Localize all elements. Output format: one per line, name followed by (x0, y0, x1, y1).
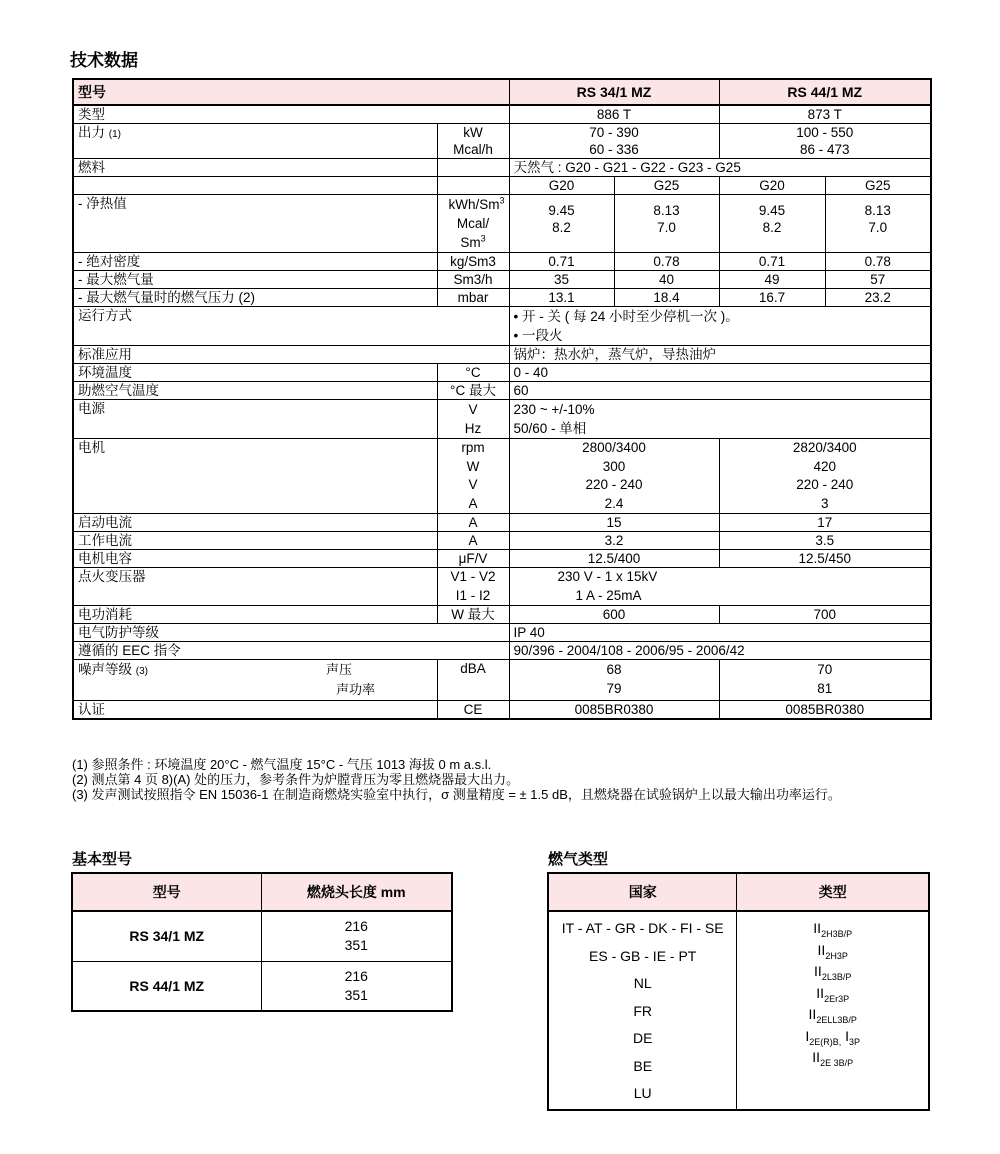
gas-type-base: I (805, 1027, 810, 1044)
note-ref: (1) (108, 129, 121, 140)
cell: 锅炉：热水炉，蒸气炉，导热油炉 (509, 346, 931, 364)
cell: 12.5/450 (719, 550, 931, 568)
footnote: (3) 发声测试按照指令 EN 15036-1 在制造商燃烧实验室中执行，σ 测量精度 = ± 1.5 dB，且燃烧器在试验锅炉上以最大输出功率运行。 (72, 787, 841, 802)
value: 86 - 473 (800, 142, 850, 157)
unit-cell (437, 568, 509, 606)
table-row (73, 159, 931, 177)
row-label: - 最大燃气量时的燃气压力 (2) (73, 289, 437, 307)
gas-type-base: II (816, 984, 825, 1001)
col-header: 国家 (548, 873, 737, 911)
cell: 886 T (509, 105, 719, 124)
cell: 18.4 (614, 289, 719, 307)
table-row (73, 364, 931, 382)
noise-sub-label: 声压 (326, 663, 353, 678)
unit-cell (437, 177, 509, 195)
gas-col-header: G20 (719, 177, 825, 195)
unit: Mcal/h (453, 142, 493, 157)
cell: 0085BR0380 (719, 701, 931, 720)
cell: 700 (719, 606, 931, 624)
unit: CE (437, 701, 509, 720)
cell: 600 (509, 606, 719, 624)
cell: 0.78 (614, 253, 719, 271)
countries-cell (548, 911, 737, 1110)
unit: kWh/Sm (448, 197, 500, 212)
table-row (73, 400, 931, 439)
cell: 0085BR0380 (509, 701, 719, 720)
unit-sup: 3 (480, 233, 486, 244)
value: 216 (344, 967, 368, 984)
unit-sup: 3 (499, 195, 505, 206)
table-row (73, 307, 931, 346)
gas-type (738, 1047, 927, 1069)
value: 9.45 (548, 203, 575, 218)
cell: 60 (509, 382, 931, 400)
length-cell (261, 961, 452, 1011)
cell: 35 (509, 271, 614, 289)
table-row (73, 195, 931, 253)
cell: 3.2 (509, 532, 719, 550)
cell: 40 (614, 271, 719, 289)
row-label: 助燃空气温度 (73, 382, 437, 400)
cell: 15 (509, 514, 719, 532)
country: FR (633, 1002, 653, 1019)
row-label: - 最大燃气量 (73, 271, 437, 289)
unit: V1 - V2 (450, 569, 496, 584)
table-row (72, 911, 452, 961)
unit: V (468, 477, 478, 492)
unit-cell (437, 159, 509, 177)
unit: Sm (460, 235, 481, 250)
unit: rpm (461, 440, 485, 455)
label-text: 出力 (78, 125, 105, 140)
cell: 873 T (719, 105, 931, 124)
unit: Hz (464, 421, 482, 436)
row-label: 燃料 (73, 159, 437, 177)
country: BE (633, 1057, 653, 1074)
unit: W 最大 (437, 606, 509, 624)
label-text: 噪声等级 (78, 662, 132, 677)
value: 8.13 (864, 203, 891, 218)
value: 216 (344, 918, 368, 935)
value: • 开 - 关 ( 每 24 小时至少停机一次 )。 (513, 309, 739, 324)
gas-col-header: G25 (614, 177, 719, 195)
table-row (73, 439, 931, 514)
cell (719, 660, 931, 701)
col-header: 型号 (72, 873, 261, 911)
table-row (548, 911, 929, 1110)
unit-cell (437, 195, 509, 253)
unit: W (466, 458, 480, 474)
header-label: 型号 (73, 79, 509, 105)
cell: 49 (719, 271, 825, 289)
table-row (73, 289, 931, 307)
value: 2.4 (604, 495, 624, 511)
page-title: 技术数据 (70, 51, 138, 70)
table-row (73, 124, 931, 159)
cell (719, 124, 931, 159)
model-cell: RS 44/1 MZ (72, 961, 261, 1011)
gas-types-title: 燃气类型 (548, 851, 609, 868)
table-row (73, 253, 931, 271)
cell (509, 400, 931, 439)
cell: 13.1 (509, 289, 614, 307)
row-label: 电气防护等级 (73, 624, 509, 642)
note-ref: (3) (135, 666, 148, 677)
gas-type (738, 940, 927, 962)
gas-type-sub: 3P (849, 1036, 861, 1047)
unit-cell (437, 124, 509, 159)
header-model-2: RS 44/1 MZ (719, 79, 931, 105)
cell (509, 307, 931, 346)
cell: IP 40 (509, 624, 931, 642)
row-label: 认证 (73, 701, 437, 720)
table-row (72, 961, 452, 1011)
cell (719, 195, 825, 253)
table-header-row (72, 873, 452, 911)
value: 1 A - 25mA (575, 587, 642, 603)
unit: kg/Sm3 (437, 253, 509, 271)
cell: 23.2 (825, 289, 931, 307)
value: 7.0 (868, 220, 888, 235)
cell: 12.5/400 (509, 550, 719, 568)
tech-data-table (72, 78, 932, 720)
gas-type-sub: 2L3B/P (821, 971, 852, 982)
country: LU (633, 1085, 652, 1101)
value: 230 ~ +/-10% (513, 402, 595, 417)
cell: 17 (719, 514, 931, 532)
table-row (73, 346, 931, 364)
gas-type-base: II (812, 1049, 821, 1065)
unit: °C (437, 364, 509, 382)
cell: 90/396 - 2004/108 - 2006/95 - 2006/42 (509, 642, 931, 660)
value: 70 (817, 662, 833, 677)
unit: Mcal/ (456, 216, 490, 231)
row-label: 类型 (73, 105, 509, 124)
gas-type (738, 961, 927, 983)
gas-type-sub: 2H3P (825, 950, 848, 961)
value: 50/60 - 单相 (513, 421, 587, 436)
gas-type-base: II (817, 941, 826, 958)
value: 100 - 550 (796, 125, 854, 140)
cell: 16.7 (719, 289, 825, 307)
unit: μF/V (437, 550, 509, 568)
gas-type (738, 983, 927, 1005)
value: 60 - 336 (589, 142, 639, 157)
footnote: (1) 参照条件 : 环境温度 20°C - 燃气温度 15°C - 气压 1013 海拔 0 m a.s.l. (72, 757, 492, 772)
cell (509, 568, 931, 606)
unit: mbar (437, 289, 509, 307)
cell (509, 124, 719, 159)
value: 220 - 240 (796, 477, 854, 492)
value: 8.2 (552, 220, 571, 235)
country: DE (632, 1030, 653, 1046)
row-label: 电功消耗 (73, 606, 437, 624)
unit-cell (437, 400, 509, 439)
gas-type-base: I (845, 1027, 850, 1044)
gas-type-sub: 2H3B/P (821, 928, 853, 939)
row-label (73, 124, 437, 159)
length-cell (261, 911, 452, 961)
noise-sub-label: 声功率 (336, 683, 376, 698)
cell: 3.5 (719, 532, 931, 550)
cell: 天然气 : G20 - G21 - G22 - G23 - G25 (509, 159, 931, 177)
gas-type-sub: 2E 3B/P (820, 1057, 854, 1068)
gas-types-table (547, 872, 930, 1111)
cell: 57 (825, 271, 931, 289)
cell (614, 195, 719, 253)
table-row (73, 606, 931, 624)
footnote: (2) 测点第 4 页 8)(A) 处的压力，参考条件为炉膛背压为零且燃烧器最大出力。 (72, 772, 520, 787)
row-label: 点火变压器 (73, 568, 437, 606)
unit: kW (463, 125, 483, 140)
gas-type-base: II (813, 920, 822, 936)
value: 8.13 (653, 203, 680, 218)
gas-type-base: II (808, 1006, 817, 1022)
value: 2820/3400 (792, 440, 857, 455)
value: 8.2 (762, 220, 782, 235)
cell: 0.71 (509, 253, 614, 271)
base-models-title: 基本型号 (72, 851, 133, 868)
cell (509, 195, 614, 253)
row-label: 遵循的 EEC 指令 (73, 642, 509, 660)
table-row (73, 701, 931, 720)
unit-cell (437, 439, 509, 514)
gas-col-header: G20 (509, 177, 614, 195)
header-model-1: RS 34/1 MZ (509, 79, 719, 105)
table-row (73, 105, 931, 124)
col-header: 类型 (737, 873, 929, 911)
row-label: - 净热值 (73, 195, 437, 253)
value: 70 - 390 (589, 125, 639, 140)
country: ES - GB - IE - PT (589, 947, 697, 964)
row-label: 电机 (73, 439, 437, 514)
gas-type-sub: 2E(R)B, (809, 1036, 842, 1047)
cell (825, 195, 931, 253)
country: IT - AT - GR - DK - FI - SE (561, 920, 724, 936)
row-label: 环境温度 (73, 364, 437, 382)
unit: V (468, 402, 478, 417)
unit: Sm3/h (437, 271, 509, 289)
value: 3 (821, 495, 829, 511)
value: 300 (602, 458, 626, 474)
value: 9.45 (758, 203, 786, 218)
cell: 0.78 (825, 253, 931, 271)
value: 220 - 240 (585, 477, 643, 492)
row-label: 工作电流 (73, 532, 437, 550)
unit: A (437, 514, 509, 532)
value: 81 (817, 681, 833, 696)
table-row (73, 568, 931, 606)
table-header-row (548, 873, 929, 911)
unit: A (437, 532, 509, 550)
types-cell (737, 911, 929, 1110)
gas-col-header: G25 (825, 177, 931, 195)
value: 420 (813, 458, 837, 474)
cell (509, 660, 719, 701)
row-label: 电机电容 (73, 550, 437, 568)
table-header-row (73, 79, 931, 105)
table-row (73, 624, 931, 642)
value: 2800/3400 (582, 440, 646, 455)
country: NL (633, 975, 652, 991)
value: 230 V - 1 x 15kV (557, 569, 658, 584)
gas-type-sub: 2Er3P (824, 993, 850, 1004)
model-cell: RS 34/1 MZ (72, 911, 261, 961)
cell: 0 - 40 (509, 364, 931, 382)
gas-type (738, 1026, 927, 1048)
gas-type-base: II (814, 963, 822, 979)
table-row (73, 271, 931, 289)
col-header: 燃烧头长度 mm (261, 873, 452, 911)
value: 79 (606, 681, 622, 696)
value: 68 (606, 662, 622, 677)
gas-type-sub: 2ELL3B/P (816, 1014, 857, 1025)
cell (719, 439, 931, 514)
cell: 0.71 (719, 253, 825, 271)
value: 351 (344, 937, 368, 954)
value: 351 (344, 986, 368, 1003)
row-label (73, 177, 437, 195)
row-label: - 绝对密度 (73, 253, 437, 271)
table-row (73, 642, 931, 660)
unit: A (468, 495, 478, 511)
value: 7.0 (657, 220, 676, 235)
table-row (73, 532, 931, 550)
unit: I1 - I2 (455, 587, 491, 603)
gas-type (738, 918, 927, 940)
row-label (73, 660, 437, 701)
table-row (73, 550, 931, 568)
gas-type (738, 1004, 927, 1026)
value: • 一段火 (513, 328, 563, 343)
unit: °C 最大 (437, 382, 509, 400)
table-row (73, 382, 931, 400)
footnotes (72, 757, 932, 802)
table-row (73, 660, 931, 701)
table-row (73, 514, 931, 532)
row-label: 电源 (73, 400, 437, 439)
table-row (73, 177, 931, 195)
row-label: 运行方式 (73, 307, 509, 346)
base-models-table (71, 872, 453, 1012)
unit: dBA (437, 660, 509, 701)
row-label: 标准应用 (73, 346, 509, 364)
cell (509, 439, 719, 514)
row-label: 启动电流 (73, 514, 437, 532)
